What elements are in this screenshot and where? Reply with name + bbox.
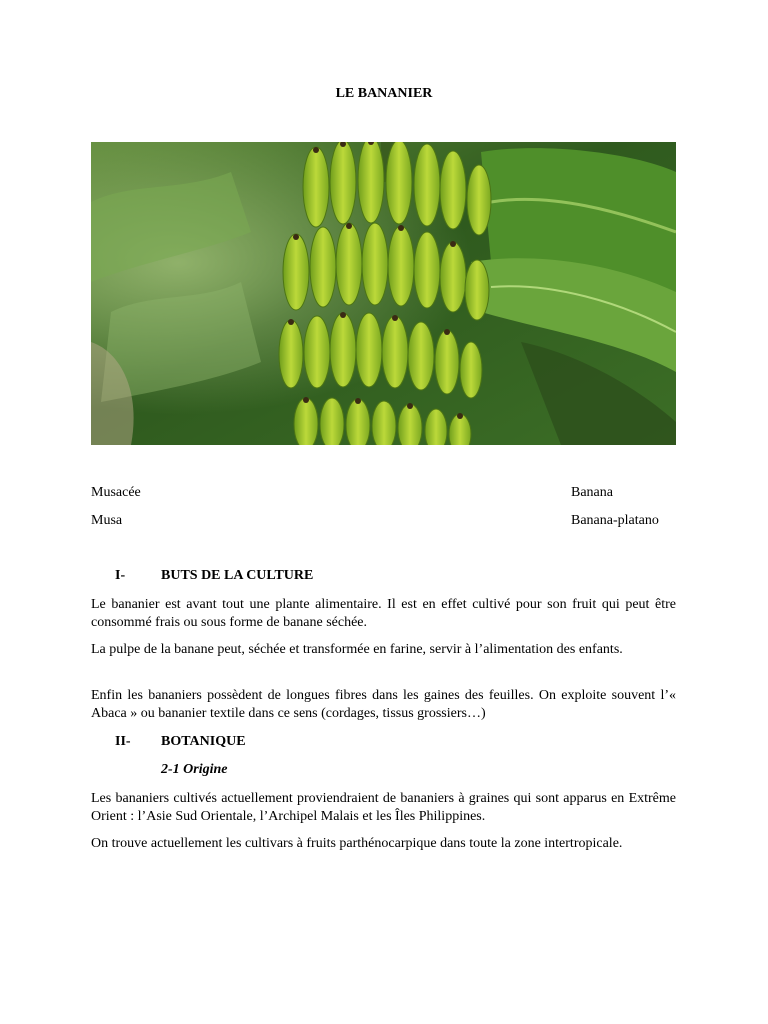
section-title: BUTS DE LA CULTURE (161, 568, 314, 583)
page-title: LE BANANIER (335, 86, 433, 101)
subsection-title: 2-1 Origine (161, 762, 228, 777)
section-title: BOTANIQUE (161, 734, 246, 749)
paragraph: Enfin les bananiers possèdent de longues fibres dans les gaines des feuilles. On exploite souvent l’« Abaca » ou bananier textile dans ce sens (cordages, tissus grossiers…) (91, 688, 676, 721)
section-number: I- (115, 568, 126, 583)
paragraph: Le bananier est avant tout une plante alimentaire. Il est en effet cultivé pour son fruit qui peut être consommé frais ou sous forme de banane séchée. (91, 597, 676, 630)
name-banana: Banana (571, 485, 613, 500)
name-banana-platano: Banana-platano (571, 513, 659, 528)
banana-photo (91, 142, 676, 445)
section-number: II- (115, 734, 131, 749)
banana-bunch-illustration (91, 142, 676, 445)
paragraph: La pulpe de la banane peut, séchée et transformée en farine, servir à l’alimentation des enfants. (91, 642, 623, 657)
name-musacee: Musacée (91, 485, 141, 500)
name-musa: Musa (91, 513, 123, 528)
paragraph: On trouve actuellement les cultivars à fruits parthénocarpique dans toute la zone intertropicale. (91, 836, 623, 851)
paragraph: Les bananiers cultivés actuellement proviendraient de bananiers à graines qui sont apparus en Extrême Orient : l’Asie Sud Orientale, l’Archipel Malais et les Îles Philippines. (91, 791, 676, 824)
